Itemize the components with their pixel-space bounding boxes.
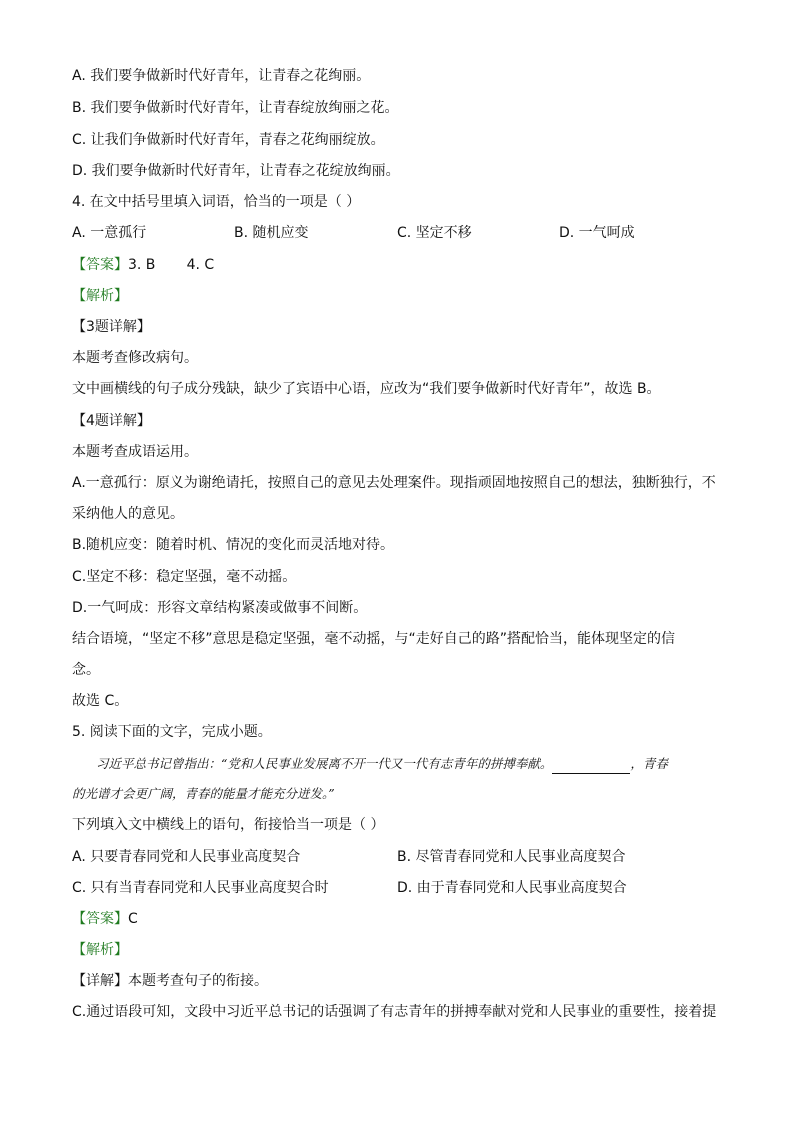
answer-row-2 <box>72 909 138 929</box>
q4-option-b: B. 随机应变 <box>234 225 309 241</box>
detail4-line-7: 结合语境，“坚定不移”意思是稳定坚强，毫不动摇，与“走好自己的路”搭配恰当，能体现坚定的信 <box>72 631 676 647</box>
q5-quote-part-1: 习近平总书记曾指出：“党和人民事业发展离不开一代又一代有志青年的拼搏奉献。 <box>96 756 553 771</box>
q4-stem: 4. 在文中括号里填入词语，恰当的一项是（ ） <box>72 194 361 210</box>
detail4-line-9: 故选 C。 <box>72 693 129 709</box>
q5-quote-line-2: 的光谱才会更广阔，青春的能量才能充分迸发。” <box>72 786 335 801</box>
detail4-line-1: 本题考查成语运用。 <box>72 444 198 460</box>
detail4-line-2: A.一意孤行：原义为谢绝请托，按照自己的意见去处理案件。现指顽固地按照自己的想法，独断独行，不 <box>72 475 716 491</box>
detail5-line-1: 本题考查句子的衔接。 <box>128 973 268 989</box>
q5-option-c: C. 只有当青春同党和人民事业高度契合时 <box>72 880 329 896</box>
q3-option-b: B. 我们要争做新时代好青年，让青春绽放绚丽之花。 <box>72 100 399 116</box>
analysis-tag: 【解析】 <box>72 942 128 958</box>
q5-ask: 下列填入文中横线上的语句，衔接恰当一项是（ ） <box>72 817 385 833</box>
q5-stem: 5. 阅读下面的文字，完成小题。 <box>72 724 272 740</box>
detail4-line-3: 采纳他人的意见。 <box>72 506 184 522</box>
detail4-tag: 【4题详解】 <box>72 413 151 429</box>
answer-tag: 【答案】 <box>72 257 128 273</box>
q4-option-a: A. 一意孤行 <box>72 225 147 241</box>
q5-option-a: A. 只要青春同党和人民事业高度契合 <box>72 849 301 865</box>
answer-text: C <box>128 911 138 927</box>
detail4-line-4: B.随机应变：随着时机、情况的变化而灵活地对待。 <box>72 537 395 553</box>
q3-option-c: C. 让我们争做新时代好青年，青春之花绚丽绽放。 <box>72 132 385 148</box>
q3-option-d: D. 我们要争做新时代好青年，让青春之花绽放绚丽。 <box>72 163 400 179</box>
detail3-line-1: 本题考查修改病句。 <box>72 350 198 366</box>
q5-quote-line-1 <box>96 754 668 774</box>
detail5-tag: 【详解】 <box>72 973 128 989</box>
answer-text: 3. B 4. C <box>128 257 215 273</box>
detail4-line-5: C.坚定不移：稳定坚强，毫不动摇。 <box>72 569 297 585</box>
detail4-line-6: D.一气呵成：形容文章结构紧凑或做事不间断。 <box>72 600 368 616</box>
detail3-tag: 【3题详解】 <box>72 319 151 335</box>
detail4-line-8: 念。 <box>72 662 100 678</box>
q4-option-d: D. 一气呵成 <box>559 225 635 241</box>
q3-option-a: A. 我们要争做新时代好青年，让青春之花绚丽。 <box>72 68 371 84</box>
detail5-row <box>72 971 268 991</box>
fill-blank <box>552 759 630 774</box>
detail3-line-2: 文中画横线的句子成分残缺，缺少了宾语中心语，应改为“我们要争做新时代好青年”，故选 B。 <box>72 381 661 397</box>
q5-quote-part-2: ，青春 <box>630 756 668 771</box>
answer-tag: 【答案】 <box>72 911 128 927</box>
q5-option-d: D. 由于青春同党和人民事业高度契合 <box>397 880 627 896</box>
q4-option-c: C. 坚定不移 <box>397 225 472 241</box>
q5-option-b: B. 尽管青春同党和人民事业高度契合 <box>397 849 626 865</box>
detail5-line-2: C.通过语段可知，文段中习近平总书记的话强调了有志青年的拼搏奉献对党和人民事业的重要性，接着提 <box>72 1004 717 1020</box>
answer-row-1 <box>72 255 214 275</box>
analysis-tag: 【解析】 <box>72 288 128 304</box>
